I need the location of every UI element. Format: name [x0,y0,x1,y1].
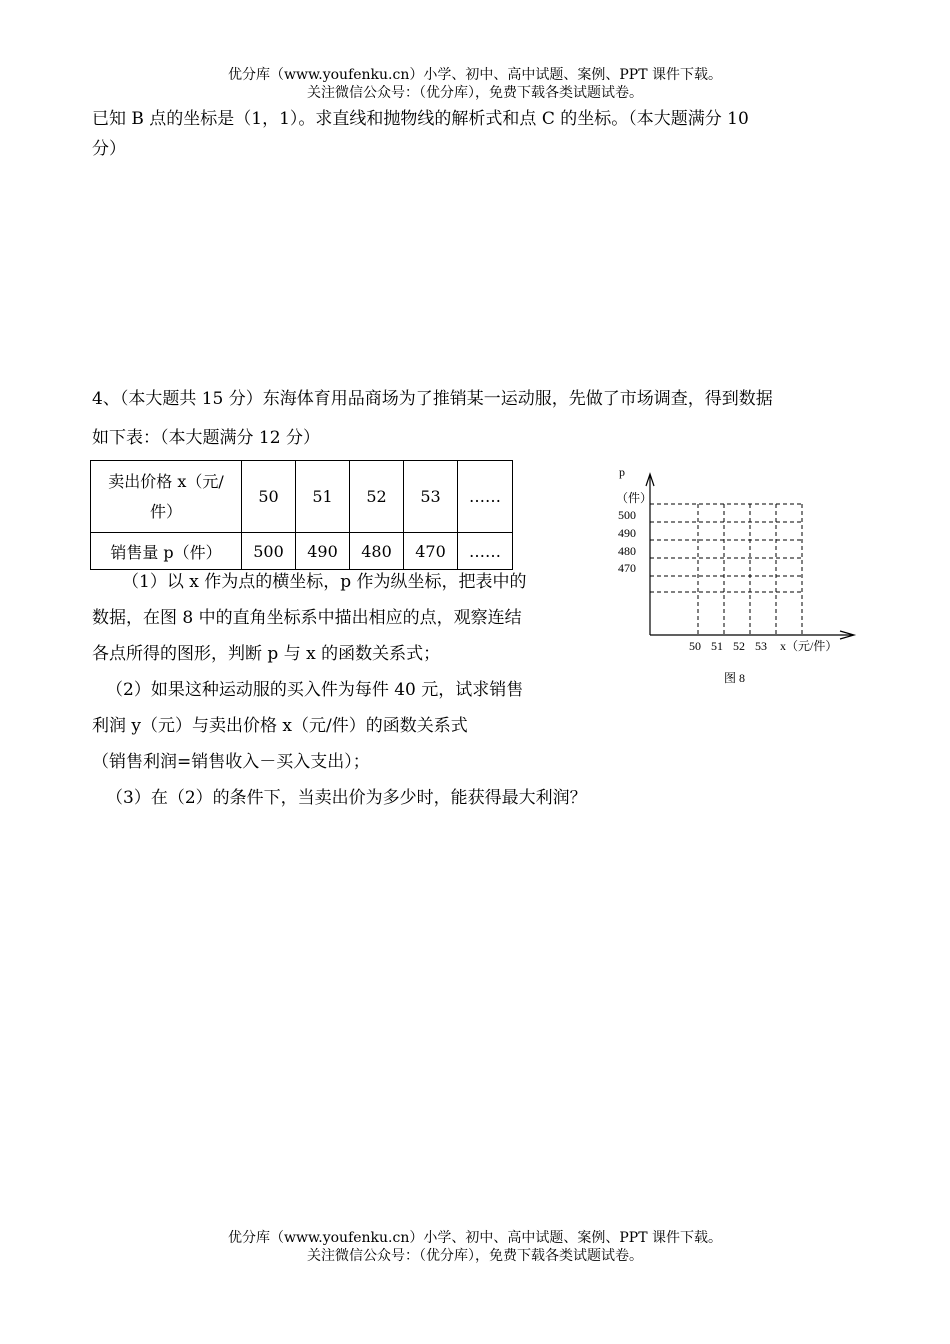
table-cell: 470 [404,533,458,570]
grid-lines [650,504,803,635]
page-header [0,66,950,102]
footer-line-2: 关注微信公众号：（优分库），免费下载各类试题试卷。 [307,1248,643,1264]
table-cell: 52 [350,461,404,533]
y-tick-label: 490 [618,526,636,540]
y-tick-label: 470 [618,561,636,575]
price-sales-table [90,460,513,570]
footer-line-1: 优分库（www.youfenku.cn）小学、初中、高中试题、案例、PPT 课件下载。 [227,1230,722,1246]
x-tick-label: 50 [689,639,701,653]
table-cell: …… [458,533,513,570]
price-label-part-2: 件） [149,501,182,521]
page-footer [0,1229,950,1265]
table-cell: 53 [404,461,458,533]
question-2-line-3: （销售利润=销售收入－买入支出）； [92,752,370,772]
y-tick-label: 500 [618,508,636,522]
y-tick-label: 480 [618,544,636,558]
question-1-line-3: 各点所得的图形，判断 p 与 x 的函数关系式； [92,644,441,664]
table-row-price [91,461,513,533]
coordinate-figure-8 [610,460,870,690]
table-cell: 500 [242,533,296,570]
problem4-intro-line-2: 如下表：（本大题满分 12 分） [92,428,320,448]
price-label-part-1: 卖出价格 x（元/ [108,471,224,491]
header-line-2: 关注微信公众号：（优分库），免费下载各类试题试卷。 [307,85,643,101]
table-cell: …… [458,461,513,533]
table-cell-sales-label: 销售量 p（件） [91,533,242,570]
table-cell: 490 [296,533,350,570]
table-cell: 50 [242,461,296,533]
x-tick-label: 51 [711,639,723,653]
x-axis-label: x（元/件） [780,639,838,653]
y-axis-label: p [619,465,625,479]
x-tick-label: 52 [733,639,745,653]
question-1-line-1: （1）以 x 作为点的横坐标，p 作为纵坐标，把表中的 [122,572,527,592]
y-unit-label: （件） [616,491,653,505]
table-cell: 480 [350,533,404,570]
problem3-line-1: 已知 B 点的坐标是（1，1）。求直线和抛物线的解析式和点 C 的坐标。（本大题满分 10 [92,109,749,129]
question-2-line-1: （2）如果这种运动服的买入件为每件 40 元，试求销售 [106,680,524,700]
problem3-line-2: 分） [92,139,126,159]
question-1-line-2: 数据，在图 8 中的直角坐标系中描出相应的点，观察连结 [92,608,522,628]
figure-caption: 图 8 [724,671,746,685]
x-tick-label: 53 [755,639,767,653]
table-cell-price-label [91,461,242,533]
problem4-intro-line-1: 4、（本大题共 15 分）东海体育用品商场为了推销某一运动服，先做了市场调查，得到数据 [92,389,773,409]
header-line-1: 优分库（www.youfenku.cn）小学、初中、高中试题、案例、PPT 课件下载。 [227,67,722,83]
table-cell: 51 [296,461,350,533]
question-3: （3）在（2）的条件下，当卖出价为多少时，能获得最大利润？ [106,788,587,808]
question-2-line-2: 利润 y（元）与卖出价格 x（元/件）的函数关系式 [92,716,468,736]
